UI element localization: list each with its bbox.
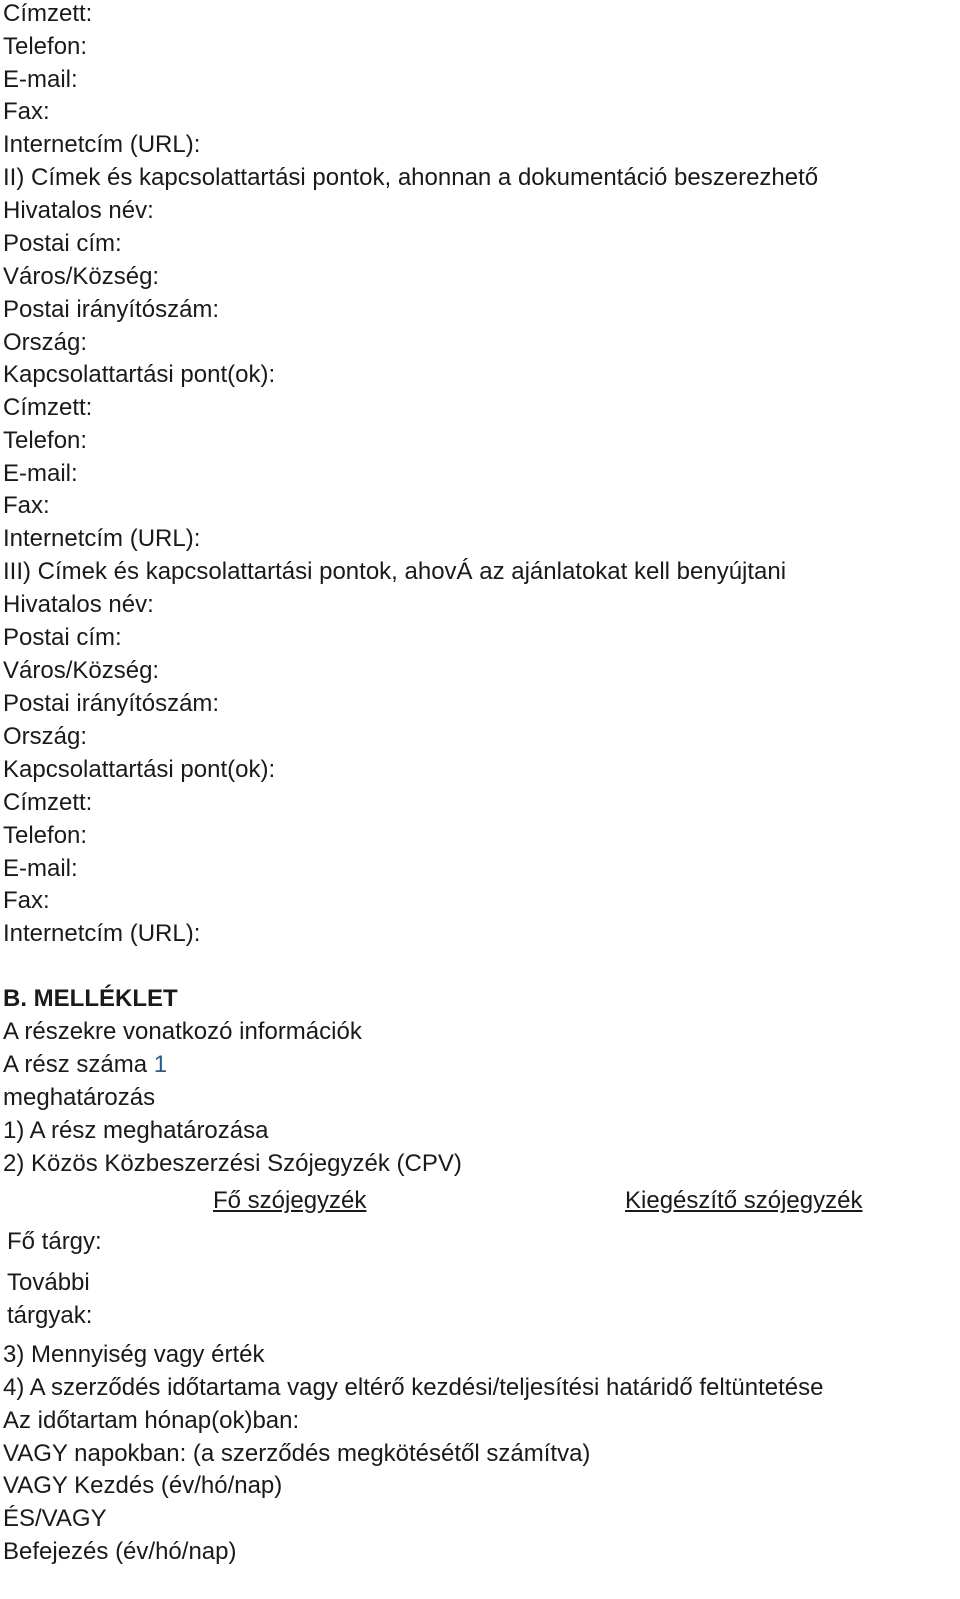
field-label-town: Város/Község:: [3, 657, 160, 684]
field-label-contact-points: Kapcsolattartási pont(ok):: [3, 756, 276, 783]
field-label-url: Internetcím (URL):: [3, 131, 201, 158]
item-3-quantity: 3) Mennyiség vagy érték: [3, 1341, 265, 1368]
field-label-official-name: Hivatalos név:: [3, 197, 154, 224]
field-label-recipient: Címzett:: [3, 789, 93, 816]
field-label-town: Város/Község:: [3, 263, 160, 290]
field-label-recipient: Címzett:: [3, 0, 93, 27]
field-label-phone: Telefon:: [3, 427, 88, 454]
field-label-fax: Fax:: [3, 98, 50, 125]
field-label-country: Ország:: [3, 329, 88, 356]
field-label-contact-points: Kapcsolattartási pont(ok):: [3, 361, 276, 388]
duration-months-label: Az időtartam hónap(ok)ban:: [3, 1407, 300, 1434]
and-or-label: ÉS/VAGY: [3, 1505, 107, 1532]
field-label-url: Internetcím (URL):: [3, 525, 201, 552]
field-label-phone: Telefon:: [3, 822, 88, 849]
section-ii-heading: II) Címek és kapcsolattartási pontok, ahonnan a dokumentáció beszerezhető: [3, 164, 819, 191]
col-header-main-vocabulary: Fő szójegyzék: [213, 1187, 367, 1214]
field-label-postal-code: Postai irányítószám:: [3, 690, 220, 717]
item-2-cpv: 2) Közös Közbeszerzési Szójegyzék (CPV): [3, 1150, 462, 1177]
col-header-supplementary-vocabulary: Kiegészítő szójegyzék: [625, 1187, 863, 1214]
field-label-country: Ország:: [3, 723, 88, 750]
field-label-recipient: Címzett:: [3, 394, 93, 421]
annex-title: B. MELLÉKLET: [3, 985, 178, 1012]
duration-days-label: VAGY napokban: (a szerződés megkötésétől számítva): [3, 1440, 591, 1467]
part-number-value: 1: [153, 1051, 168, 1078]
field-label-email: E-mail:: [3, 460, 78, 487]
section-iii-heading: III) Címek és kapcsolattartási pontok, ahovÁ az ajánlatokat kell benyújtani: [3, 558, 787, 585]
item-4-duration: 4) A szerződés időtartama vagy eltérő kezdési/teljesítési határidő feltüntetése: [3, 1374, 824, 1401]
part-number-line: [3, 1051, 167, 1079]
field-label-fax: Fax:: [3, 492, 50, 519]
part-number-label: A rész száma: [3, 1051, 148, 1078]
item-1-part-definition: 1) A rész meghatározása: [3, 1117, 269, 1144]
row-label-main-object: Fő tárgy:: [7, 1228, 102, 1255]
field-label-url: Internetcím (URL):: [3, 920, 201, 947]
row-label-additional-objects-1: További: [7, 1269, 90, 1296]
field-label-phone: Telefon:: [3, 33, 88, 60]
definition-label: meghatározás: [3, 1084, 156, 1111]
field-label-postal-address: Postai cím:: [3, 624, 122, 651]
field-label-email: E-mail:: [3, 66, 78, 93]
field-label-email: E-mail:: [3, 855, 78, 882]
row-label-additional-objects-2: tárgyak:: [7, 1302, 93, 1329]
field-label-fax: Fax:: [3, 887, 50, 914]
field-label-postal-code: Postai irányítószám:: [3, 296, 220, 323]
end-date-label: Befejezés (év/hó/nap): [3, 1538, 237, 1565]
start-date-label: VAGY Kezdés (év/hó/nap): [3, 1472, 283, 1499]
field-label-official-name: Hivatalos név:: [3, 591, 154, 618]
annex-subtitle: A részekre vonatkozó információk: [3, 1018, 362, 1045]
field-label-postal-address: Postai cím:: [3, 230, 122, 257]
